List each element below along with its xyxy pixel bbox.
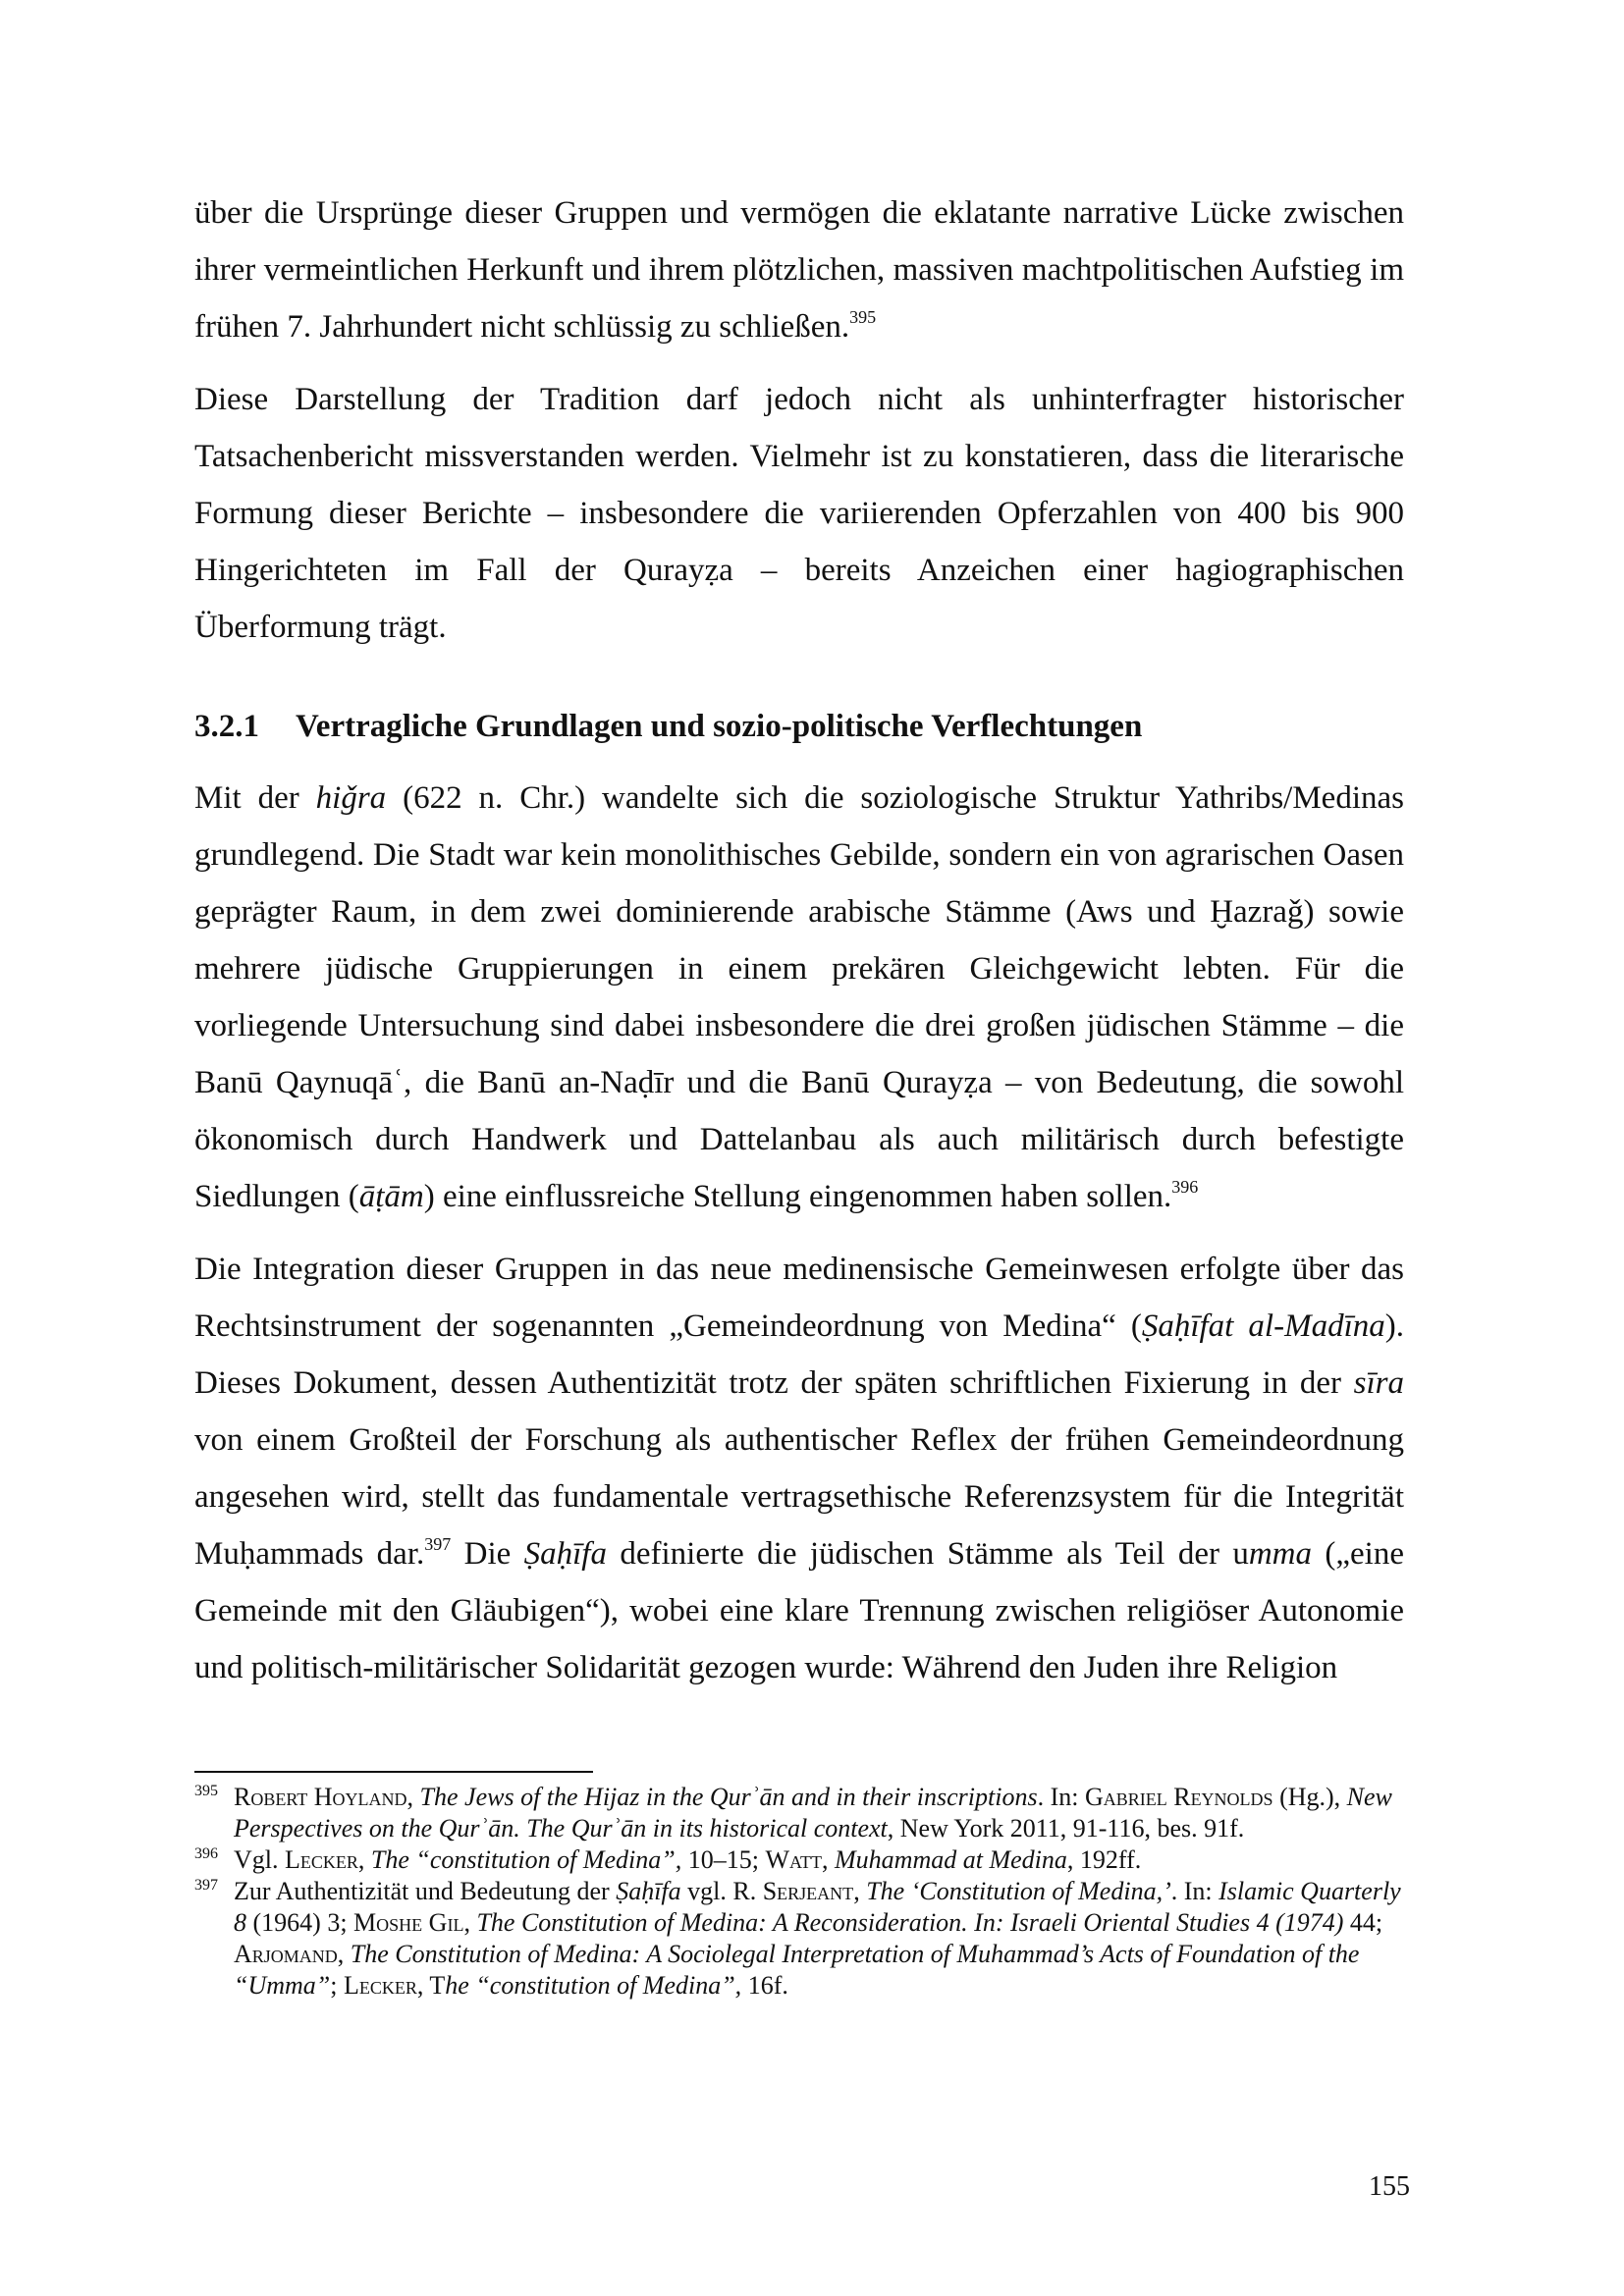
footnote-ref-396[interactable]: 396	[1171, 1177, 1199, 1197]
text-run: ,	[406, 1783, 420, 1811]
text-run: ,	[337, 1940, 351, 1968]
author-name: Moshe Gil	[353, 1908, 464, 1937]
footnotes	[194, 1782, 1404, 2002]
footnote-395	[194, 1782, 1404, 1844]
text-run: ) eine einflussreiche Stellung eingenommen haben sollen.	[423, 1179, 1172, 1214]
work-title: The “constitution of Medina”,	[370, 1845, 682, 1874]
text-run: von einem Großteil der Forschung als authentischer Reflex der frühen Gemeindeordnung angesehen wird, stellt das fundamentale vertragsethische Referenzsystem für die Integrität Muḥammads dar.	[194, 1422, 1404, 1572]
text-run: ). Dieses Dokument, dessen Authentizität trotz der späten schriftlichen Fixierung in der	[194, 1308, 1404, 1401]
book-title: New Perspectives on the Qurʾān. The Qurʾān in its historical context	[234, 1783, 1392, 1842]
footnote-396	[194, 1844, 1404, 1876]
text-run: 44;	[1343, 1908, 1383, 1937]
work-title: Muhammad at Medina	[835, 1845, 1067, 1874]
text-run: ,	[463, 1908, 477, 1937]
author-name: Lecker	[285, 1845, 358, 1874]
paragraph-4	[194, 1241, 1404, 1696]
term-italic: Ṣaḥīfat al-Madīna	[1141, 1308, 1385, 1344]
author-name: Serjeant	[762, 1877, 854, 1905]
text-run: definierte die jüdischen Stämme als Teil der u	[606, 1536, 1249, 1572]
text-run: Die	[451, 1536, 524, 1572]
text-run: ,	[853, 1877, 867, 1905]
author-name: Robert Hoyland	[234, 1783, 407, 1811]
work-title: The Constitution of Medina: A Sociolegal Interpretation of Muhammad’s Acts of Foundation of the “Umma”	[234, 1940, 1360, 2000]
paragraph-1-text: über die Ursprünge dieser Gruppen und vermögen die eklatante narrative Lücke zwischen ihrer vermeintlichen Herkunft und ihrem plötzlichen, massiven machtpolitischen Aufstieg im frühen 7. Jahrhundert nicht schlüssig zu schließen.	[194, 195, 1404, 345]
text-run: Die Integration dieser Gruppen in das neue medinensische Gemeinwesen erfolgte über das Rechtsinstrument der sogenannten „Gemeindeordnung von Medina“ (	[194, 1252, 1404, 1344]
paragraph-3	[194, 770, 1404, 1225]
paragraph-2	[194, 371, 1404, 656]
text-run: , T	[416, 1971, 446, 2000]
text-run: vgl. R.	[680, 1877, 763, 1905]
text-run: ,	[822, 1845, 836, 1874]
term-italic: hiǧra	[315, 780, 387, 816]
text-run: 16f.	[741, 1971, 788, 2000]
term-italic: āṭām	[358, 1179, 424, 1214]
term-italic: sīra	[1353, 1365, 1404, 1401]
footnote-397	[194, 1876, 1404, 2002]
journal-title: Islamic Quarterly 8	[234, 1877, 1401, 1937]
page-number: 155	[1369, 2171, 1410, 2202]
footnote-separator	[194, 1771, 593, 1773]
paragraph-2-text: Diese Darstellung der Tradition darf jedoch nicht als unhinterfragter historischer Tatsachenbericht missverstanden werden. Vielmehr ist zu konstatieren, dass die literarische Formung dieser Berichte – insbesondere die variierenden Opferzahlen von 400 bis 900 Hingerichteten im Fall der Qurayẓa – bereits Anzeichen einer hagiographischen Überformung trägt.	[194, 382, 1404, 645]
section-heading	[194, 707, 1142, 746]
footnote-number: 395	[194, 1783, 218, 1799]
text-run: (622 n. Chr.) wandelte sich die soziologische Struktur Yathribs/Medinas grundlegend. Die Stadt war kein monolithisches Gebilde, sondern ein von agrarischen Oasen geprägter Raum, in dem zwei dominierende arabische Stämme (Aws und Ḫazraǧ) sowie mehrere jüdische Gruppierungen in einem prekären Gleichgewicht lebten. Für die vorliegende Untersuchung sind dabei insbesondere die drei großen jüdischen Stämme – die Banū Qaynuqāʿ, die Banū an-Naḍīr und die Banū Qurayẓa – von Bedeutung, die sowohl ökonomisch durch Handwerk und Dattelanbau als auch militärisch durch befestigte Siedlungen (	[194, 780, 1404, 1214]
section-number: 3.2.1	[194, 709, 259, 744]
editor-name: Gabriel Reynolds	[1084, 1783, 1273, 1811]
footnote-ref-397[interactable]: 397	[424, 1534, 452, 1554]
paragraph-1	[194, 185, 1404, 355]
text-run: (1964) 3;	[246, 1908, 354, 1937]
section-title: Vertragliche Grundlagen und sozio-politische Verflechtungen	[296, 709, 1143, 744]
text-run: . In:	[1037, 1783, 1085, 1811]
text-run: („eine Gemeinde mit den Gläubigen“), wobei eine klare Trennung zwischen religiöser Autonomie und politisch-militärischer Solidarität gezogen wurde: Während den Juden ihre Religion	[194, 1536, 1404, 1685]
work-title: The Jews of the Hijaz in the Qurʾān and in their inscriptions	[419, 1783, 1038, 1811]
term-italic: Ṣaḥīfa	[616, 1877, 681, 1905]
text-run: (Hg.),	[1272, 1783, 1347, 1811]
text-run: , New York 2011, 91-116, bes. 91f.	[887, 1814, 1245, 1842]
term-italic: mma	[1248, 1536, 1313, 1572]
term-italic: Ṣaḥīfa	[523, 1536, 607, 1572]
work-title: The Constitution of Medina: A Reconsideration. In: Israeli Oriental Studies 4 (1974)	[476, 1908, 1344, 1937]
text-run: Mit der	[194, 780, 316, 816]
footnote-number: 397	[194, 1877, 218, 1894]
text-run: Zur Authentizität und Bedeutung der	[234, 1877, 617, 1905]
author-name: Arjomand	[234, 1940, 338, 1968]
text-run: ,	[357, 1845, 371, 1874]
work-title: he “constitution of Medina”,	[445, 1971, 742, 2000]
text-run: Vgl.	[234, 1845, 285, 1874]
work-title: The ‘Constitution of Medina,’	[866, 1877, 1171, 1905]
text-run: ;	[330, 1971, 344, 2000]
text-run: , 192ff.	[1066, 1845, 1142, 1874]
author-name: Lecker	[343, 1971, 417, 2000]
footnote-number: 396	[194, 1845, 218, 1862]
text-run: 10–15;	[681, 1845, 766, 1874]
author-name: Watt	[765, 1845, 823, 1874]
footnote-ref-395[interactable]: 395	[849, 307, 877, 327]
text-run: . In:	[1170, 1877, 1219, 1905]
